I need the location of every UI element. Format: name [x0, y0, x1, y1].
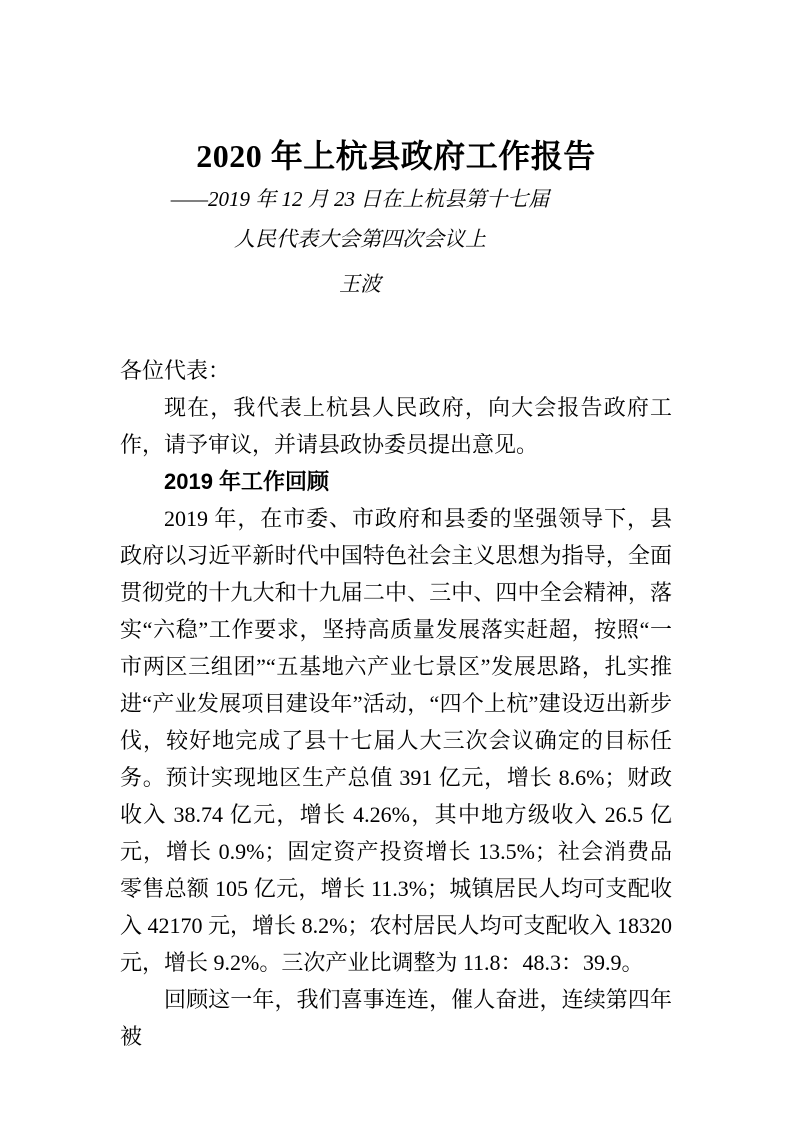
- body-paragraph-review-start: 回顾这一年，我们喜事连连，催人奋进，连续第四年被: [120, 987, 672, 1049]
- body-paragraph-statistics: 2019 年，在市委、市政府和县委的坚强领导下，县政府以习近平新时代中国特色社会主义思想为指导，全面贯彻党的十九大和十九届二中、三中、四中全会精神，落实“六稳”工作要求，坚持高质量发展落实赶超，按照“一市两区三组团”“五基地六产业七景区”发展思路，扎实推进“产业发展项目建设年”活动，“四个上杭”建设迈出新步伐，较好地完成了县十七届人大三次会议确定的目标任务。预计实现地区生产总值 391 亿元，增长 8.6%；财政收入 38.74 亿元，增长 4.26%，其中地方级收入 26.5 亿元，增长 0.9%；固定资产投资增长 13.5%；社会消费品零售总额 105 亿元，增长 11.3%；城镇居民人均可支配收入 42170 元，增长 8.2%；农村居民人均可支配收入 18320 元，增长 9.2%。三次产业比调整为 11.8：48.3：39.9。: [120, 506, 672, 975]
- subtitle-line-2: 人民代表大会第四次会议上: [234, 227, 486, 251]
- document-title: 2020 年上杭县政府工作报告: [196, 138, 596, 174]
- document-subtitle: [120, 179, 672, 304]
- author-name: 王波: [339, 272, 381, 296]
- intro-paragraph: 现在，我代表上杭县人民政府，向大会报告政府工作，请予审议，并请县政协委员提出意见。: [120, 395, 672, 457]
- document-body: [120, 352, 672, 1055]
- salutation: 各位代表：: [120, 358, 231, 383]
- subtitle-line-1: ——2019 年 12 月 23 日在上杭县第十七届: [170, 187, 550, 211]
- section-heading-2019-review: 2019 年工作回顾: [164, 469, 330, 494]
